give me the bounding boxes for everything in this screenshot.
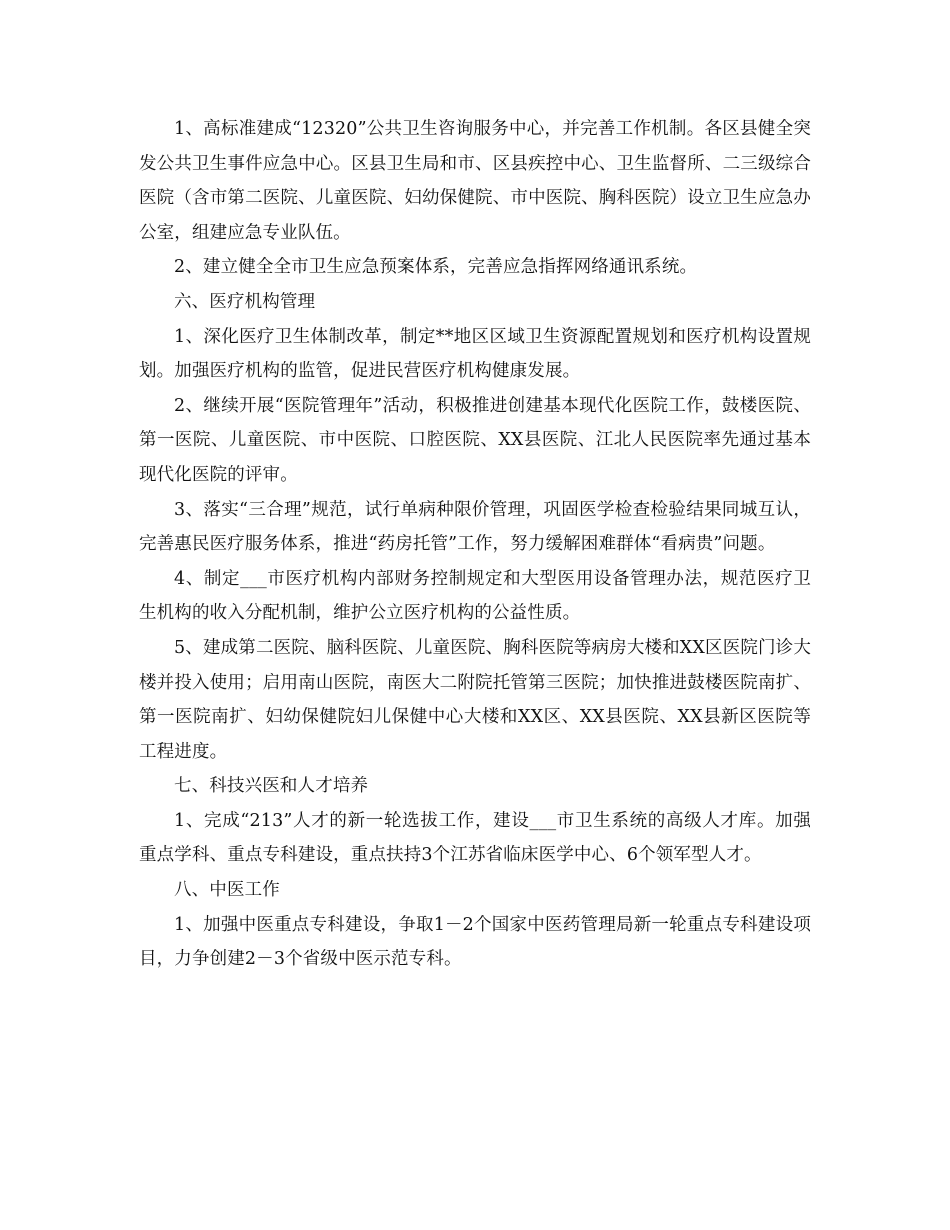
paragraph-emergency-center: 1、高标准建成“12320”公共卫生咨询服务中心，并完善工作机制。各区县健全突发公共卫生事件应急中心。区县卫生局和市、区县疾控中心、卫生监督所、二三级综合医院（含市第二医院、儿童医院、妇幼保健院、市中医院、胸科医院）设立卫生应急办公室，组建应急专业队伍。	[139, 119, 811, 243]
paragraph-emergency-plan: 2、建立健全全市卫生应急预案体系，完善应急指挥网络通讯系统。	[174, 257, 698, 278]
paragraph-hospital-management-year: 2、继续开展“医院管理年”活动，积极推进创建基本现代化医院工作，鼓楼医院、第一医院、儿童医院、市中医院、口腔医院、XX县医院、江北人民医院率先通过基本现代化医院的评审。	[139, 395, 811, 485]
paragraph-three-reasonable: 3、落实“三合理”规范，试行单病种限价管理，巩固医学检查检验结果同城互认，完善惠民医疗服务体系，推进“药房托管”工作，努力缓解困难群体“看病贵”问题。	[139, 499, 811, 555]
paragraph-finance-control: 4、制定___市医疗机构内部财务控制规定和大型医用设备管理办法，规范医疗卫生机构的收入分配机制，维护公立医疗机构的公益性质。	[139, 568, 811, 624]
section-heading-tcm: 八、中医工作	[174, 880, 280, 901]
document-body	[139, 112, 811, 977]
section-heading-science-talent: 七、科技兴医和人才培养	[174, 776, 369, 797]
paragraph-health-reform: 1、深化医疗卫生体制改革，制定**地区区域卫生资源配置规划和医疗机构设置规划。加强医疗机构的监管，促进民营医疗机构健康发展。	[139, 326, 811, 382]
paragraph-talent-selection: 1、完成“213”人才的新一轮选拔工作，建设___市卫生系统的高级人才库。加强重点学科、重点专科建设，重点扶持3个江苏省临床医学中心、6个领军型人才。	[139, 810, 811, 866]
section-heading-medical-institutions: 六、医疗机构管理	[174, 291, 316, 312]
paragraph-construction-projects: 5、建成第二医院、脑科医院、儿童医院、胸科医院等病房大楼和XX区医院门诊大楼并投入使用；启用南山医院，南医大二附院托管第三医院；加快推进鼓楼医院南扩、第一医院南扩、妇幼保健院妇儿保健中心大楼和XX区、XX县医院、XX县新区医院等工程进度。	[139, 637, 811, 762]
paragraph-tcm-specialties: 1、加强中医重点专科建设，争取1－2个国家中医药管理局新一轮重点专科建设项目，力争创建2－3个省级中医示范专科。	[139, 914, 811, 970]
